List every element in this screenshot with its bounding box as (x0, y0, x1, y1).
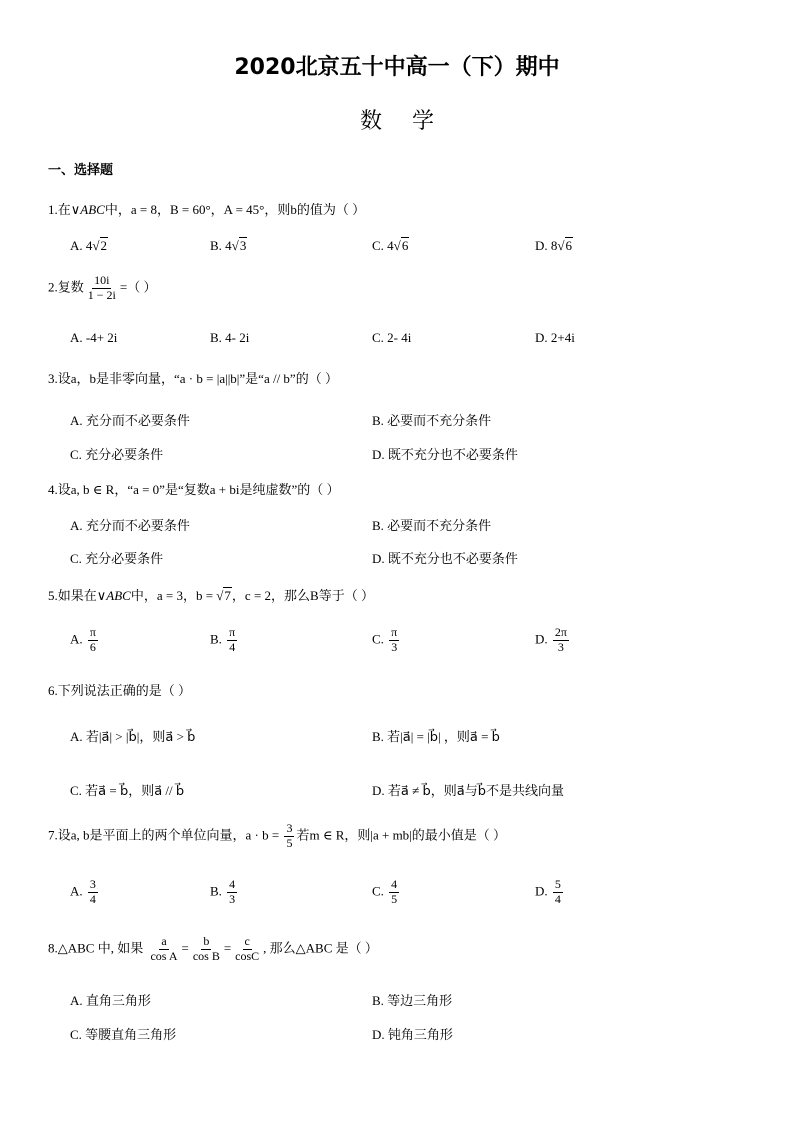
question-1-option-a: A. 4√2 (70, 238, 108, 253)
section-heading: 一、选择题 (48, 163, 114, 178)
question-1-option-d: D. 8√6 (535, 238, 573, 253)
question-1-stem: 1.在∨ABC中，a = 8，B = 60°，A = 45°，则b的值为（ ） (48, 202, 366, 217)
question-4-option-b: B. 必要而不充分条件 (372, 518, 492, 533)
subject-heading: 数学 (359, 109, 464, 134)
question-7-stem: 7.设a, b是平面上的两个单位向量，a · b = $\frac{3}{5}$ 若m ∈ R，则|a + mb|的最小值是（ ） (48, 821, 507, 850)
question-8-option-a: A. 直角三角形 (70, 993, 151, 1008)
question-1-option-b: B. 4√3 (210, 238, 247, 253)
question-7-option-c: C. $\frac{4}{5}$ (372, 877, 398, 906)
question-3-option-d: D. 既不充分也不必要条件 (372, 447, 518, 462)
question-5-option-b: B. $\frac{\pi}{4}$ (210, 625, 236, 654)
question-5-option-d: D. $\frac{2\pi}{3}$ (535, 625, 567, 654)
question-6-option-c: C. 若a⃗ = b⃗，则a⃗ // b⃗ (70, 783, 185, 798)
question-2-option-c: C. 2- 4i (372, 330, 412, 345)
question-4-option-d: D. 既不充分也不必要条件 (372, 551, 518, 566)
question-5-option-c: C. $\frac{\pi}{3}$ (372, 625, 398, 654)
question-6-option-a: A. 若|a⃗| > |b⃗|，则a⃗ > b⃗ (70, 729, 196, 744)
question-8-option-c: C. 等腰直角三角形 (70, 1027, 177, 1042)
question-6-option-d: D. 若a⃗ ≠ b⃗，则a⃗与b⃗不是共线向量 (372, 783, 564, 798)
page-title: 2020北京五十中高一（下）期中 (234, 55, 560, 80)
question-2-stem: 2.复数 $\frac{10i}{1 - 2i}$ =（ ） (48, 273, 157, 302)
question-6-stem: 6.下列说法正确的是（ ） (48, 683, 192, 698)
question-5-stem: 5.如果在∨ABC中，a = 3，b = √7，c = 2，那么B等于（ ） (48, 588, 374, 603)
question-8-option-d: D. 钝角三角形 (372, 1027, 453, 1042)
question-7-option-d: D. $\frac{5}{4}$ (535, 877, 561, 906)
question-1-option-c: C. 4√6 (372, 238, 409, 253)
question-7-option-b: B. $\frac{4}{3}$ (210, 877, 236, 906)
question-7-option-a: A. $\frac{3}{4}$ (70, 877, 96, 906)
question-3-option-b: B. 必要而不充分条件 (372, 413, 492, 428)
question-4-option-a: A. 充分而不必要条件 (70, 518, 190, 533)
question-3-option-c: C. 充分必要条件 (70, 447, 164, 462)
question-6-option-b: B. 若|a⃗| = |b⃗| ，则a⃗ = b⃗ (372, 729, 500, 744)
question-2-option-a: A. -4+ 2i (70, 330, 118, 345)
question-4-option-c: C. 充分必要条件 (70, 551, 164, 566)
question-2-option-d: D. 2+4i (535, 330, 575, 345)
question-5-option-a: A. $\frac{\pi}{6}$ (70, 625, 96, 654)
question-8-stem: 8.△ABC 中, 如果 $\frac{a}{\text{cos A}}$ = $\frac{b}{\text{cos B}}$ = $\frac{c}{\cos C}$ , 那么△ABC 是（ ） (48, 934, 378, 963)
question-3-stem: 3.设a，b是非零向量，“a · b = |a||b|”是“a // b”的（ ） (48, 371, 338, 386)
question-2-option-b: B. 4- 2i (210, 330, 250, 345)
question-8-option-b: B. 等边三角形 (372, 993, 453, 1008)
question-4-stem: 4.设a, b ∈ R，“a = 0”是“复数a + bi是纯虚数”的（ ） (48, 482, 340, 497)
question-3-option-a: A. 充分而不必要条件 (70, 413, 190, 428)
